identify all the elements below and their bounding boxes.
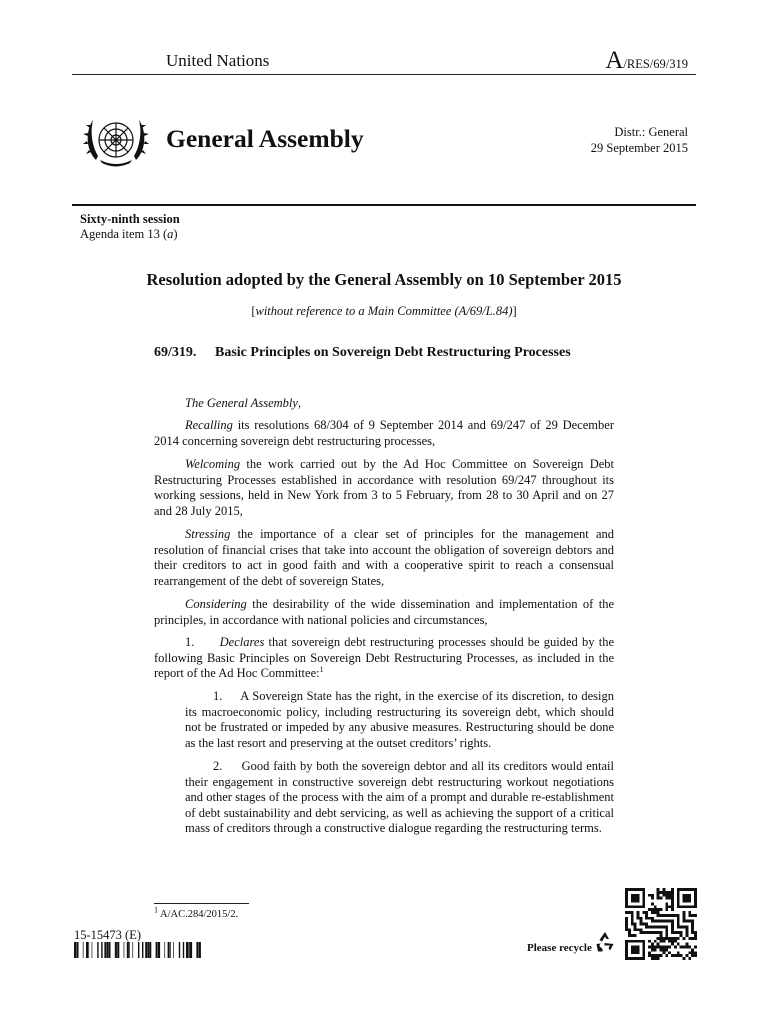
organ-name: General Assembly xyxy=(166,124,364,153)
distribution: Distr.: General xyxy=(614,125,688,139)
recycle-icon xyxy=(593,930,617,954)
paragraph-declares: 1. Declares that sovereign debt restructuring processes should be guided by the following Basic Principles on Sovereign Debt Restructuring Processes, as included in the report of the Ad Hoc Committee:$^1$ xyxy=(154,635,615,680)
resolution-number: 69/319. xyxy=(154,345,197,360)
footnote-rule xyxy=(154,903,249,904)
paragraph-welcoming: Welcoming the work carried out by the Ad Hoc Committee on Sovereign Debt Restructuring Processes established in accordance with resolution 69/247 throughout its working sessions, held in New York from 3 to 5 February, from 28 to 30 April and on 27 and 28 July 2015, xyxy=(154,457,614,518)
paragraph-general-assembly: The General Assembly, xyxy=(185,396,302,410)
paragraph-recalling: Recalling its resolutions 68/304 of 9 September 2014 and 69/247 of 29 December 2014 concerning sovereign debt restructuring processes, xyxy=(154,418,614,448)
principle-2: 2. Good faith by both the sovereign debtor and all its creditors would entail their engagement in constructive sovereign debt restructuring workout negotiations and other stages of the process with the aim of a prompt and durable re-establishment of debt sustainability and debt servicing, as well as achieving the support of a critical mass of creditors through a constructive dialogue regarding the restructuring terms. xyxy=(185,759,615,835)
agenda-item: Agenda item 13 (a) xyxy=(80,227,178,241)
qr-code xyxy=(625,888,697,960)
header-rule xyxy=(72,74,696,75)
principle-1: 1. A Sovereign State has the right, in the exercise of its discretion, to design its macroeconomic policy, including restructuring its sovereign debt, which should not be frustrated or impeded by any abusive measures. Restructuring should be done as the last resort and preserving at the outset creditors’ rights. xyxy=(185,689,614,750)
barcode xyxy=(74,942,202,958)
session-name: Sixty-ninth session xyxy=(80,212,180,226)
resolution-heading-text: Basic Principles on Sovereign Debt Restructuring Processes xyxy=(215,345,571,360)
organ-rule xyxy=(72,204,696,206)
paragraph-stressing: Stressing the importance of a clear set of principles for the management and resolution of financial crises that take into account the obligation of sovereign debtors and their creditors to act in good faith and with a cooperative spirit to reach a consensual rearrangement of the debt of sovereign States, xyxy=(154,527,614,588)
committee-reference: [without reference to a Main Committee (A/69/L.84)] xyxy=(251,304,517,318)
un-emblem-icon xyxy=(80,110,152,174)
document-symbol xyxy=(605,47,688,75)
session-block xyxy=(80,212,180,242)
paragraph-considering: Considering the desirability of the wide dissemination and implementation of the principles, in accordance with national policies and circumstances, xyxy=(154,597,614,627)
issue-date: 29 September 2015 xyxy=(590,141,688,155)
resolution-title: Resolution adopted by the General Assembly on 10 September 2015 xyxy=(146,270,622,289)
footnote-reference: 1 xyxy=(319,664,324,674)
distribution-block xyxy=(591,124,688,156)
recycle-label: Please recycle xyxy=(527,942,592,954)
document-number: 15-15473 (E) xyxy=(74,928,141,942)
footnote: $^1$ A/AC.284/2015/2. xyxy=(154,905,239,920)
symbol-prefix: A xyxy=(605,47,624,74)
symbol-rest: /RES/69/319 xyxy=(623,57,688,71)
org-name: United Nations xyxy=(166,51,270,70)
